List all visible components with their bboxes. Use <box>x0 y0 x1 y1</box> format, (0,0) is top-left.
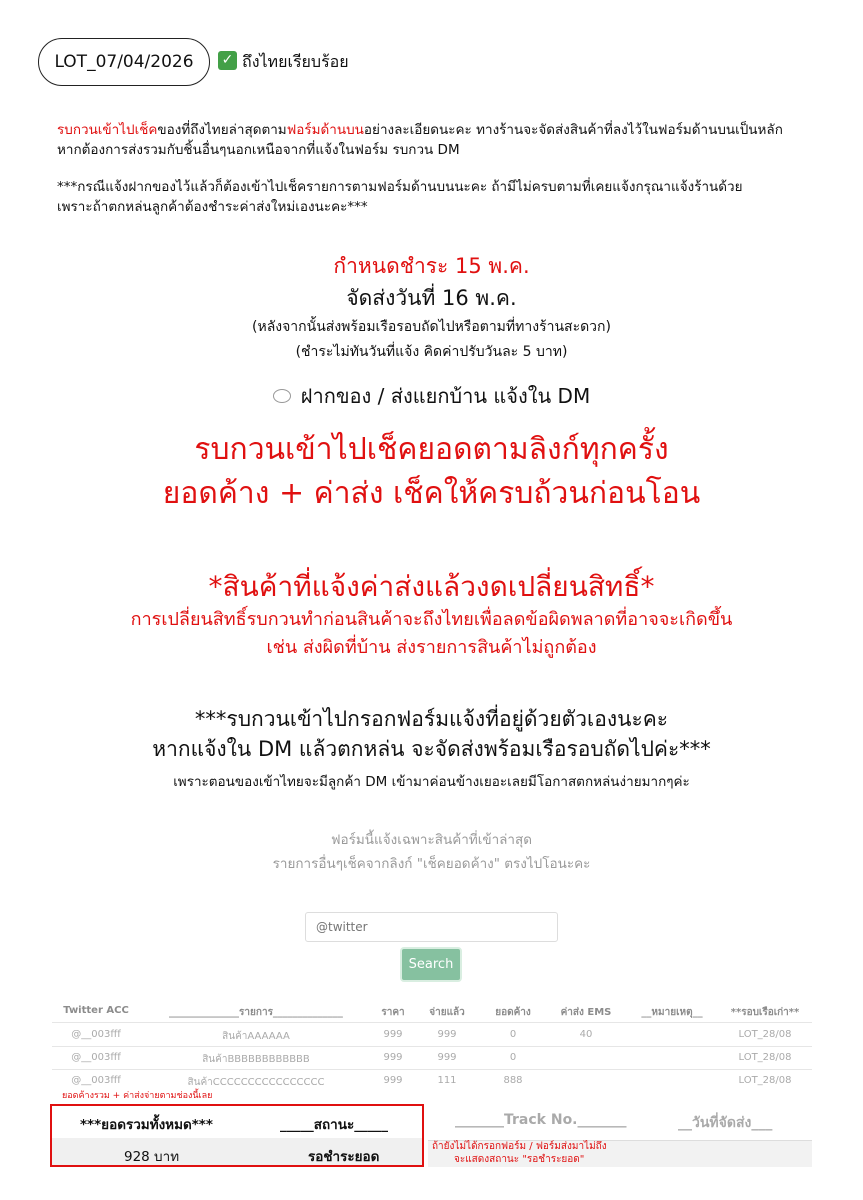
table-cell: 999 <box>383 1075 403 1086</box>
no-transfer-title: *สินค้าที่แจ้งค่าส่งแล้วงดเปลี่ยนสิทธิ์* <box>208 570 655 603</box>
table-cell: สินค้าAAAAAA <box>222 1031 290 1042</box>
note-line: เพราะถ้าตกหล่นลูกค้าต้องชำระค่าส่งใหม่เองนะคะ*** <box>57 199 368 215</box>
intro-text-part: อย่างละเอียดนะคะ ทางร้านจะจัดส่งสินค้าที่ลงไว้ในฟอร์มด้านบนเป็นหลัก <box>363 122 783 138</box>
table-cell: 111 <box>437 1075 457 1086</box>
form-notice-line: ***รบกวนเข้าไปกรอกฟอร์มแจ้งที่อยู่ด้วยตัวเองนะคะ <box>194 707 669 731</box>
intro-text-part: ของที่ถึงไทยล่าสุดตาม <box>157 122 287 138</box>
column-header: __หมายเหตุ__ <box>641 1007 703 1018</box>
total-header-row <box>52 1106 422 1138</box>
column-header: Twitter ACC <box>63 1005 129 1016</box>
column-header: ค่าส่ง EMS <box>560 1007 612 1018</box>
track-hint-line: จะแสดงสถานะ "รอชำระยอด" <box>454 1154 585 1165</box>
ship-date-header: __วันที่จัดส่ง___ <box>678 1115 773 1131</box>
table-cell: @__003fff <box>71 1029 121 1040</box>
no-transfer-detail <box>0 606 863 662</box>
check-balance-notice <box>0 428 863 516</box>
intro-text <box>57 120 837 160</box>
table-cell: 999 <box>437 1029 457 1040</box>
table-cell: สินค้าCCCCCCCCCCCCCCCC <box>187 1077 325 1088</box>
total-summary-box <box>50 1104 424 1167</box>
table-cell: สินค้าBBBBBBBBBBBB <box>202 1054 310 1065</box>
total-hint: ยอดค้างรวม + ค่าส่งจ่ายตามช่องนี้เลย <box>62 1091 213 1101</box>
arrival-status: ถึงไทยเรียบร้อย <box>242 52 349 71</box>
status-header: _____สถานะ_____ <box>280 1117 388 1133</box>
ship-subnote: (หลังจากนั้นส่งพร้อมเรือรอบถัดไปหรือตามที่ทางร้านสะดวก) <box>252 319 611 335</box>
table-cell: 40 <box>579 1029 593 1040</box>
form-info-line: ฟอร์มนี้แจ้งเฉพาะสินค้าที่เข้าล่าสุด <box>330 832 533 848</box>
table-cell: LOT_28/08 <box>738 1052 792 1063</box>
twitter-search-input[interactable] <box>305 912 558 942</box>
table-cell: LOT_28/08 <box>738 1075 792 1086</box>
fine-subnote: (ชำระไม่ทันวันที่แจ้ง คิดค่าปรับวันละ 5 บาท) <box>295 344 568 360</box>
table-row <box>52 1047 812 1069</box>
track-number-header: _______Track No._______ <box>455 1112 627 1128</box>
column-header: ______________รายการ______________ <box>169 1007 343 1018</box>
warning-line: เช่น ส่งผิดที่บ้าน ส่งรายการสินค้าไม่ถูกต้อง <box>266 637 597 658</box>
total-value-row <box>52 1138 422 1165</box>
deposit-note <box>57 177 837 217</box>
column-header: ราคา <box>381 1007 405 1018</box>
column-header: จ่ายแล้ว <box>429 1007 465 1018</box>
ship-date: จัดส่งวันที่ 16 พ.ค. <box>346 286 517 310</box>
table-header-row <box>52 1000 812 1022</box>
notice-line: รบกวนเข้าไปเช็คยอดตามลิงก์ทุกครั้ง <box>194 432 669 467</box>
track-hint <box>432 1140 607 1166</box>
payment-status: รอชำระยอด <box>308 1149 380 1165</box>
dm-instruction-text: ฝากของ / ส่งแยกบ้าน แจ้งใน DM <box>300 384 591 408</box>
table-cell: 0 <box>509 1029 517 1040</box>
search-button[interactable]: Search <box>400 947 462 982</box>
intro-highlight-check: รบกวนเข้าไปเช็ค <box>57 122 158 138</box>
note-line: ***กรณีแจ้งฝากของไว้แล้วก็ต้องเข้าไปเช็ครายการตามฟอร์มด้านบนนะคะ ถ้ามีไม่ครบตามที่เคยแจ้งกรุณาแจ้งร้านด้วย <box>57 179 743 195</box>
dm-instruction <box>0 380 863 412</box>
table-cell: 999 <box>383 1052 403 1063</box>
thought-balloon-icon <box>273 389 291 403</box>
table-cell: @__003fff <box>71 1075 121 1086</box>
table-cell: 0 <box>509 1052 517 1063</box>
table-row <box>52 1024 812 1046</box>
check-mark-icon: ✓ <box>218 51 237 70</box>
address-form-reason: เพราะตอนของเข้าไทยจะมีลูกค้า DM เข้ามาค่อนข้างเยอะเลยมีโอกาสตกหล่นง่ายมากๆค่ะ <box>173 774 690 790</box>
table-divider <box>52 1022 812 1023</box>
table-cell: @__003fff <box>71 1052 121 1063</box>
column-header: **รอบเรือเก่า** <box>730 1007 800 1018</box>
total-amount: 928 บาท <box>124 1149 180 1165</box>
column-header: ยอดค้าง <box>495 1007 531 1018</box>
intro-highlight-form: ฟอร์มด้านบน <box>286 122 364 138</box>
notice-line: ยอดค้าง + ค่าส่ง เช็คให้ครบถ้วนก่อนโอน <box>162 476 701 511</box>
form-info <box>0 828 863 876</box>
table-cell: 999 <box>383 1029 403 1040</box>
payment-due: กำหนดชำระ 15 พ.ค. <box>333 254 530 278</box>
intro-text-part: หากต้องการส่งรวมกับชิ้นอื่นๆนอกเหนือจากที่แจ้งในฟอร์ม รบกวน DM <box>57 142 460 158</box>
form-info-line: รายการอื่นๆเช็คจากลิงก์ "เช็คยอดค้าง" ตรงไปโอนะคะ <box>272 856 591 872</box>
track-hint-line: ถ้ายังไม่ได้กรอกฟอร์ม / ฟอร์มส่งมาไม่ถึง <box>432 1141 607 1152</box>
lot-badge: LOT_07/04/2026 <box>38 38 210 86</box>
table-cell: 888 <box>503 1075 523 1086</box>
address-form-notice <box>0 704 863 764</box>
table-cell: 999 <box>437 1052 457 1063</box>
total-header: ***ยอดรวมทั้งหมด*** <box>80 1117 213 1133</box>
warning-line: การเปลี่ยนสิทธิ์รบกวนทำก่อนสินค้าจะถึงไทยเพื่อลดข้อผิดพลาดที่อาจจะเกิดขึ้น <box>130 609 733 630</box>
form-notice-line: หากแจ้งใน DM แล้วตกหล่น จะจัดส่งพร้อมเรือรอบถัดไปค่ะ*** <box>152 737 711 761</box>
table-cell: LOT_28/08 <box>738 1029 792 1040</box>
